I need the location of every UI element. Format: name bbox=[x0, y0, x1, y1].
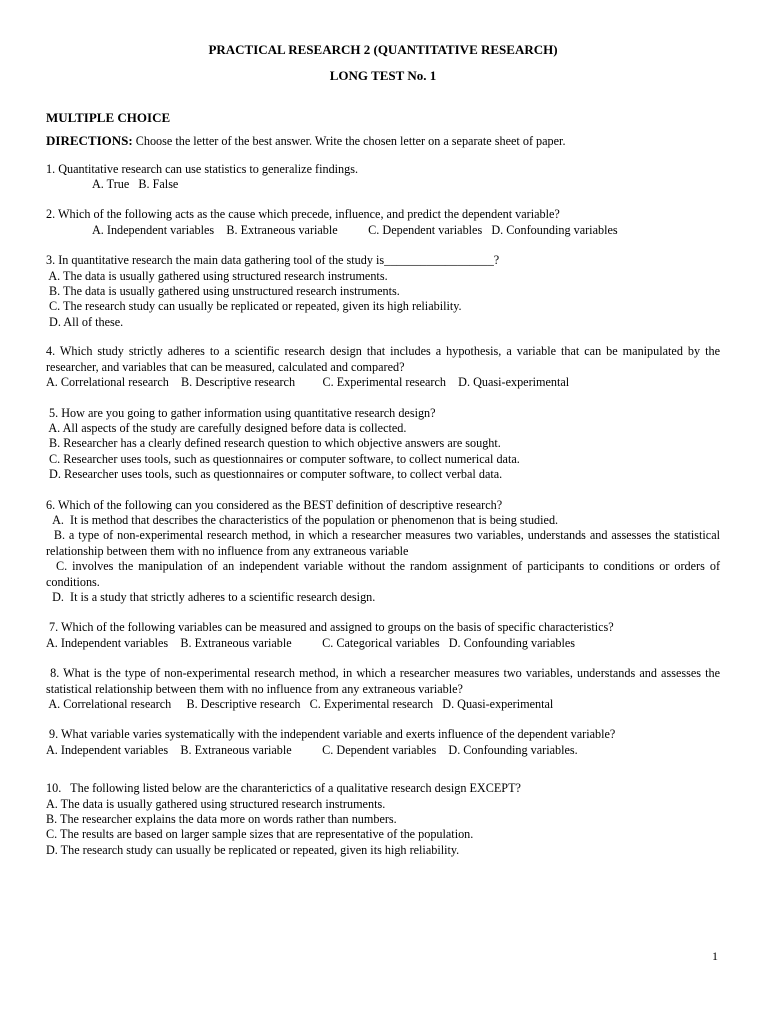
option-c: C. The research study can usually be replicated or repeated, given its high reliability. bbox=[46, 299, 462, 314]
directions bbox=[46, 133, 720, 149]
question-5 bbox=[46, 406, 720, 483]
option-c: C. The results are based on larger sample sizes that are representative of the population. bbox=[46, 827, 474, 842]
option-c: C. involves the manipulation of an independent variable without the random assignment of participants to conditions or orders of conditions. bbox=[46, 559, 724, 589]
document-title: PRACTICAL RESEARCH 2 (QUANTITATIVE RESEARCH) bbox=[208, 42, 558, 57]
question-stem: 5. How are you going to gather information using quantitative research design? bbox=[46, 405, 436, 420]
question-options: A. Independent variables B. Extraneous variable C. Dependent variables D. Confounding variables. bbox=[46, 742, 578, 757]
question-stem: 6. Which of the following can you considered as the BEST definition of descriptive research? bbox=[46, 497, 503, 512]
question-3 bbox=[46, 253, 720, 330]
question-stem: 10. The following listed below are the charanterictics of a qualitative research design EXCEPT? bbox=[46, 781, 521, 796]
option-b: B. a type of non-experimental research method, in which a researcher measures two variables, understands and assesses the statistical relationship between them with no influence from any extraneous variable bbox=[46, 528, 724, 558]
question-7 bbox=[46, 620, 720, 651]
option-d: D. Researcher uses tools, such as questionnaires or computer software, to collect verbal data. bbox=[46, 467, 503, 482]
option-d: D. It is a study that strictly adheres to a scientific research design. bbox=[46, 589, 376, 604]
document-subtitle: LONG TEST No. 1 bbox=[329, 68, 437, 84]
question-stem: 7. Which of the following variables can be measured and assigned to groups on the basis of specific characteristics? bbox=[46, 620, 614, 635]
directions-text: Choose the letter of the best answer. Write the chosen letter on a separate sheet of paper. bbox=[132, 134, 566, 149]
question-stem: 8. What is the type of non-experimental research method, in which a researcher measures two variables, understands and assesses the statistical relationship between them with no influence from any extraneous variable? bbox=[46, 666, 724, 696]
option-b: B. Researcher has a clearly defined research question to which objective answers are sought. bbox=[46, 436, 501, 451]
question-1 bbox=[46, 162, 720, 193]
question-stem: 1. Quantitative research can use statistics to generalize findings. bbox=[46, 161, 359, 176]
question-stem: 9. What variable varies systematically with the independent variable and exerts influence of the dependent variable? bbox=[46, 727, 616, 742]
option-c: C. Researcher uses tools, such as questionnaires or computer software, to collect numerical data. bbox=[46, 451, 520, 466]
directions-label: DIRECTIONS: bbox=[46, 133, 133, 149]
option-b: B. The data is usually gathered using unstructured research instruments. bbox=[46, 284, 400, 299]
question-options: A. Correlational research B. Descriptive research C. Experimental research D. Quasi-experimental bbox=[46, 697, 554, 711]
page-number: 1 bbox=[712, 949, 718, 963]
question-6 bbox=[46, 497, 724, 606]
option-a: A. All aspects of the study are carefully designed before data is collected. bbox=[46, 420, 407, 435]
option-a: A. The data is usually gathered using structured research instruments. bbox=[46, 796, 386, 811]
document-page bbox=[46, 42, 724, 858]
question-4 bbox=[46, 344, 720, 390]
option-b: B. The researcher explains the data more on words rather than numbers. bbox=[46, 812, 397, 827]
question-stem: 4. Which study strictly adheres to a scientific research design that includes a hypothesis, a variable that can be manipulated by the researcher, and variables that can be measured, calculated and compared? bbox=[46, 344, 720, 374]
option-a: A. The data is usually gathered using structured research instruments. bbox=[46, 268, 388, 283]
question-8 bbox=[46, 666, 724, 712]
option-d: D. The research study can usually be replicated or repeated, given its high reliability. bbox=[46, 842, 460, 857]
question-options: A. Independent variables B. Extraneous variable C. Categorical variables D. Confounding variables bbox=[46, 635, 575, 650]
question-options: A. Independent variables B. Extraneous variable C. Dependent variables D. Confounding variables bbox=[92, 222, 618, 237]
option-a: A. It is method that describes the characteristics of the population or phenomenon that is being studied. bbox=[46, 512, 559, 527]
question-options: A. Correlational research B. Descriptive research C. Experimental research D. Quasi-experimental bbox=[46, 375, 570, 390]
option-d: D. All of these. bbox=[46, 314, 124, 329]
question-options: A. True B. False bbox=[92, 177, 179, 192]
question-10 bbox=[46, 781, 720, 858]
question-2 bbox=[46, 207, 720, 238]
section-heading: MULTIPLE CHOICE bbox=[46, 109, 171, 125]
question-9 bbox=[46, 727, 720, 758]
question-stem: 3. In quantitative research the main data gathering tool of the study is__________________? bbox=[46, 253, 500, 268]
question-stem: 2. Which of the following acts as the cause which precede, influence, and predict the dependent variable? bbox=[46, 207, 560, 222]
